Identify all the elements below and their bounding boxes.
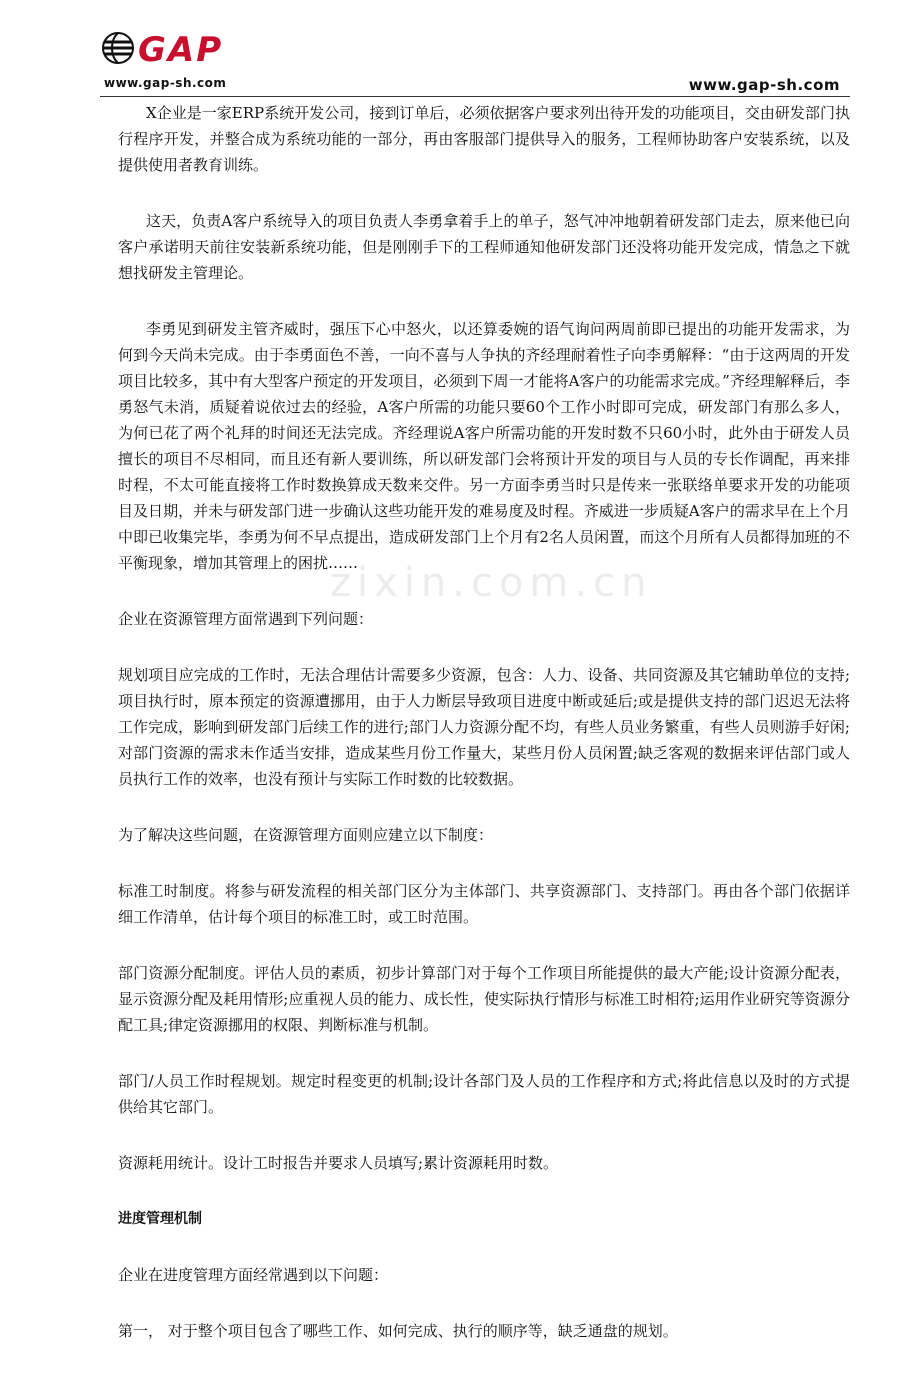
page-header	[0, 0, 920, 100]
paragraph-story: 这天，负责A客户系统导入的项目负责人李勇拿着手上的单子，怒气冲冲地朝着研发部门走去，原来他已向客户承诺明天前往安装新系统功能，但是刚刚手下的工程师通知他研发部门还没将功能开发完成，情急之下就想找研发主管理论。	[118, 212, 850, 282]
company-logo	[98, 26, 258, 76]
logo-url: www.gap-sh.com	[104, 76, 227, 90]
paragraph-progress-intro: 企业在进度管理方面经常遇到以下问题：	[118, 1266, 389, 1284]
paragraph-progress-first: 第一， 对于整个项目包含了哪些工作、如何完成、执行的顺序等，缺乏通盘的规划。	[118, 1322, 678, 1340]
paragraph-dialogue: 李勇见到研发主管齐威时，强压下心中怒火，以还算委婉的语气询问两周前即已提出的功能开发需求，为何到今天尚未完成。由于李勇面色不善，一向不喜与人争执的齐经理耐着性子向李勇解释：“由于这两周的开发项目比较多，其中有大型客户预定的开发项目，必须到下周一才能将A客户的功能需求完成。”齐经理解释后，李勇怒气未消，质疑着说依过去的经验，A客户所需的功能只要60个工作小时即可完成，研发部门有那么多人，为何已花了两个礼拜的时间还无法完成。齐经理说A客户所需功能的开发时数不只60小时，此外由于研发人员擅长的项目不尽相同，而且还有新人要训练，所以研发部门会将预计开发的项目与人员的专长作调配，再来排时程，不太可能直接将工作时数换算成天数来交件。另一方面李勇当时只是传来一张联络单要求开发的功能项目及日期，并未与研发部门进一步确认这些功能开发的难易度及时程。齐威进一步质疑A客户的需求早在上个月中即已收集完毕，李勇为何不早点提出，造成研发部门上个月有2名人员闲置，而这个月所有人员都得加班的不平衡现象，增加其管理上的困扰……	[118, 320, 850, 572]
paragraph-resource-allocation: 部门资源分配制度。评估人员的素质，初步计算部门对于每个工作项目所能提供的最大产能;设计资源分配表，显示资源分配及耗用情形;应重视人员的能力、成长性，使实际执行情形与标准工时相符;运用作业研究等资源分配工具;律定资源挪用的权限、判断标准与机制。	[118, 964, 850, 1034]
paragraph-resource-statistics: 资源耗用统计。设计工时报告并要求人员填写;累计资源耗用时数。	[118, 1154, 559, 1172]
paragraph-standard-hours: 标准工时制度。将参与研发流程的相关部门区分为主体部门、共享资源部门、支持部门。再由各个部门依据详细工作清单，估计每个项目的标准工时，或工时范围。	[118, 882, 850, 926]
paragraph-intro: X企业是一家ERP系统开发公司，接到订单后，必须依据客户要求列出待开发的功能项目，交由研发部门执行程序开发，并整合成为系统功能的一部分，再由客服部门提供导入的服务，工程师协助客户安装系统，以及提供使用者教育训练。	[118, 104, 850, 174]
header-divider	[100, 96, 850, 97]
paragraph-resource-problems-intro: 企业在资源管理方面常遇到下列问题：	[118, 610, 374, 628]
site-url: www.gap-sh.com	[688, 76, 840, 94]
section-heading: 进度管理机制	[118, 1211, 202, 1227]
logo-text: GAP	[138, 30, 224, 70]
document-body	[118, 100, 850, 1374]
paragraph-schedule-planning: 部门/人员工作时程规划。规定时程变更的机制;设计各部门及人员的工作程序和方式;将此信息以及时的方式提供给其它部门。	[118, 1072, 850, 1116]
watermark: zixin.com.cn	[330, 560, 653, 606]
paragraph-solution-intro: 为了解决这些问题，在资源管理方面则应建立以下制度：	[118, 826, 494, 844]
paragraph-resource-problems: 规划项目应完成的工作时，无法合理估计需要多少资源，包含：人力、设备、共同资源及其它辅助单位的支持;项目执行时，原本预定的资源遭挪用，由于人力断层导致项目进度中断或延后;或是提供支持的部门迟迟无法将工作完成，影响到研发部门后续工作的进行;部门人力资源分配不均，有些人员业务繁重，有些人员则游手好闲;对部门资源的需求未作适当安排，造成某些月份工作量大，某些月份人员闲置;缺乏客观的数据来评估部门或人员执行工作的效率，也没有预计与实际工作时数的比较数据。	[118, 666, 850, 788]
globe-icon	[100, 30, 136, 66]
